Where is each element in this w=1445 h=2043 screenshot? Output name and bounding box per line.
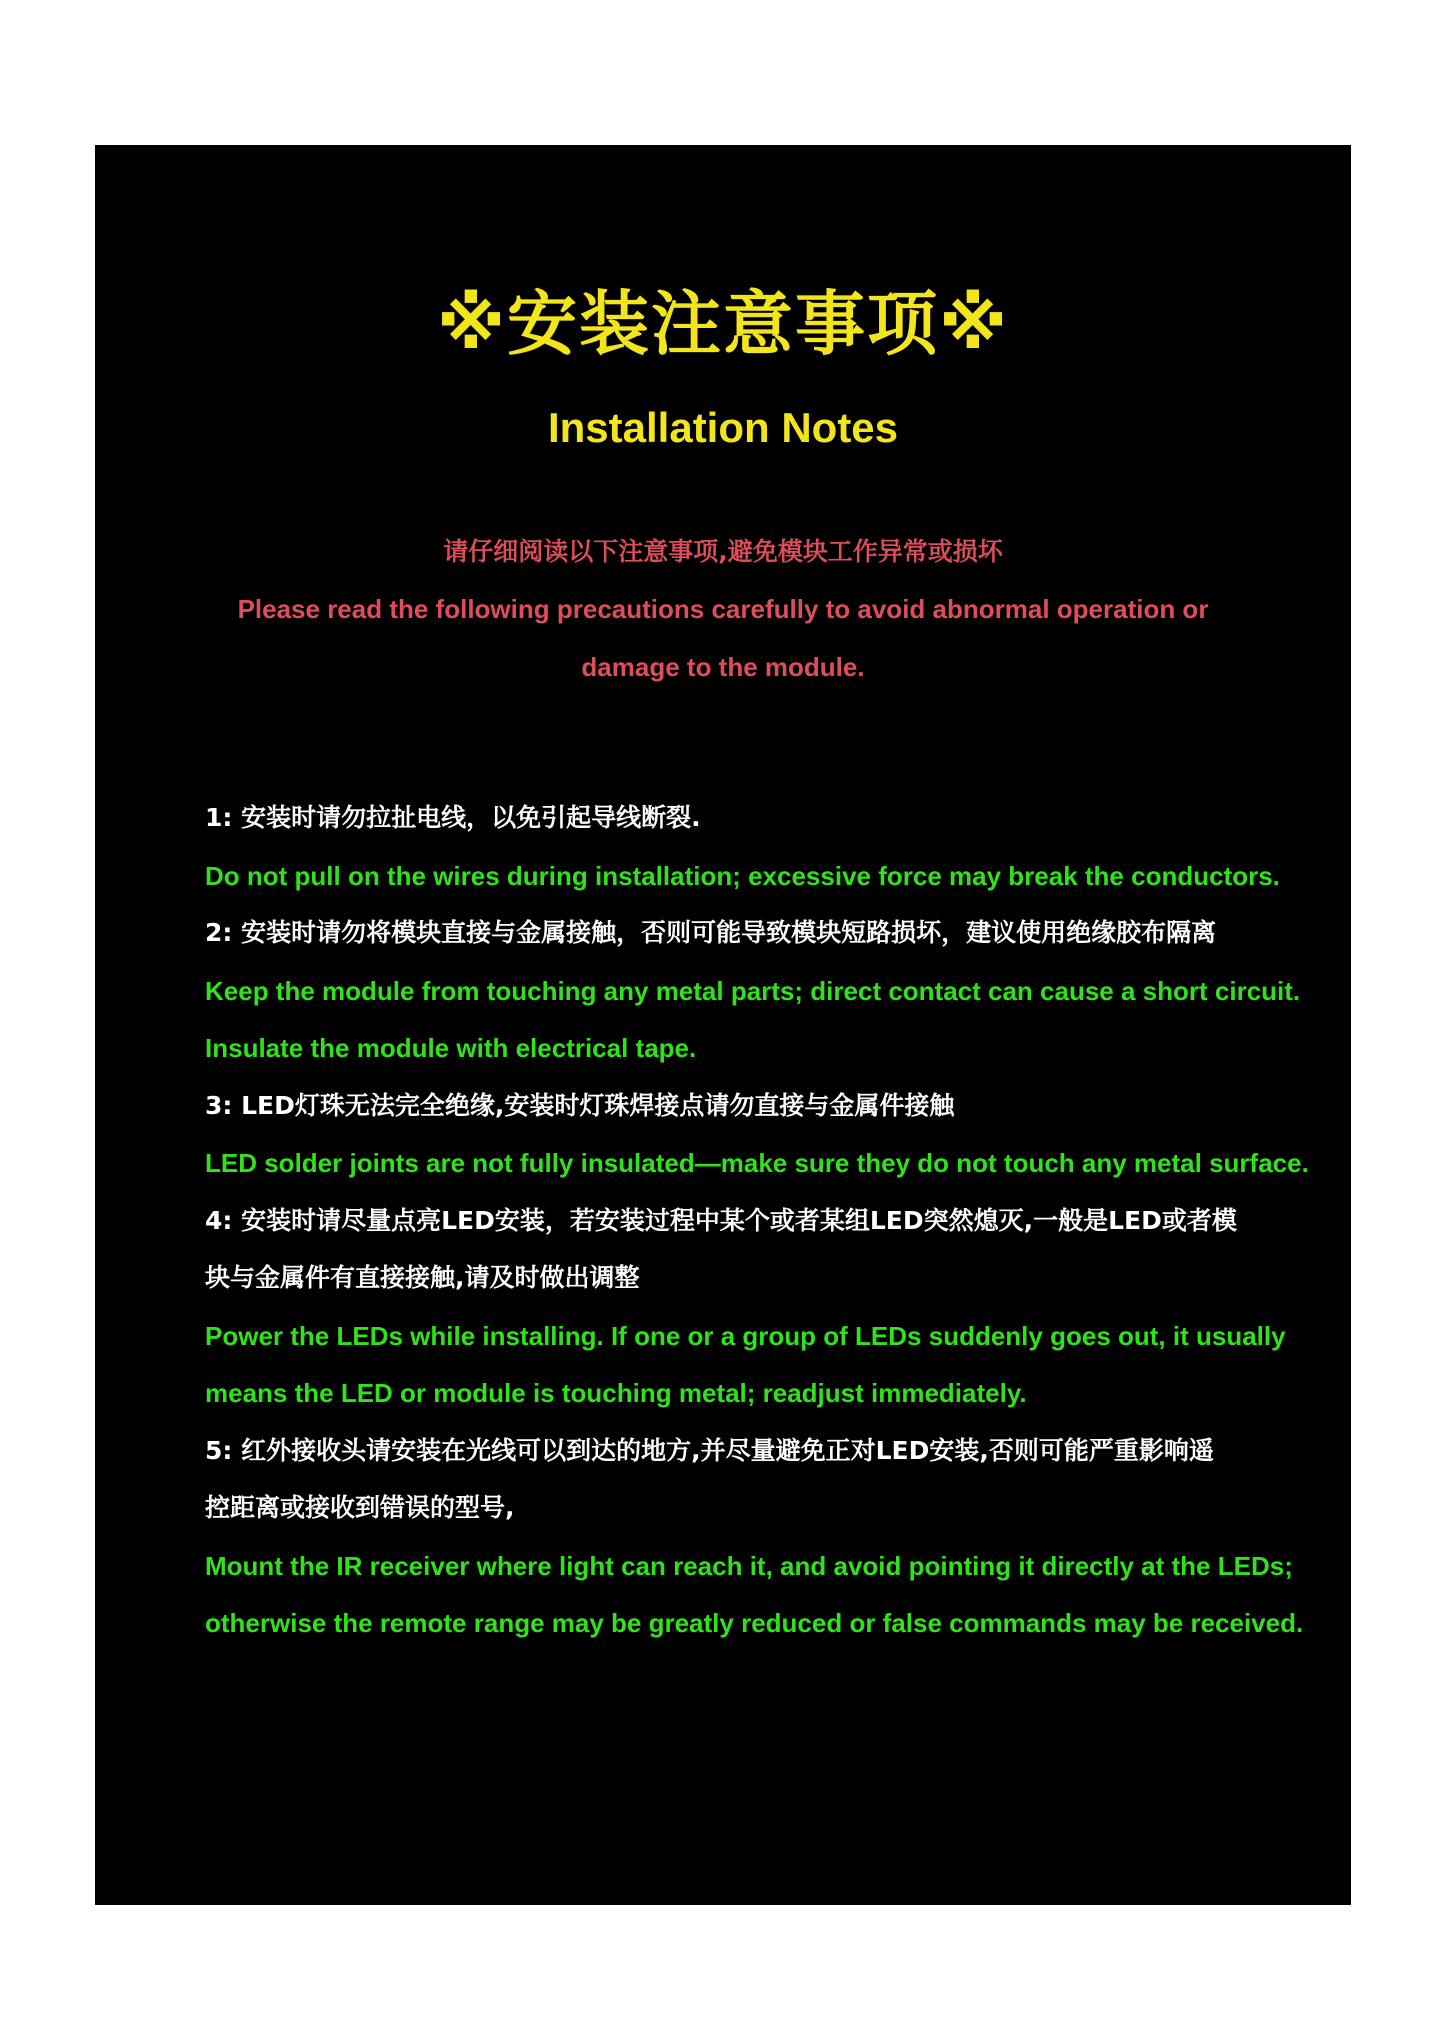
note-4-english-line-1: Power the LEDs while installing. If one or a group of LEDs suddenly goes out, it usually (205, 1321, 1286, 1351)
note-3-english: LED solder joints are not fully insulated—make sure they do not touch any metal surface. (205, 1148, 1309, 1178)
note-5-english-line-1: Mount the IR receiver where light can reach it, and avoid pointing it directly at the LEDs; (205, 1551, 1293, 1581)
note-3-chinese: 3: LED灯珠无法完全绝缘,安装时灯珠焊接点请勿直接与金属件接触 (205, 1091, 955, 1120)
page-title-english: Installation Notes (547, 404, 899, 451)
note-2-english-line-1: Keep the module from touching any metal parts; direct contact can cause a short circuit. (205, 976, 1301, 1006)
note-5-chinese-line-1: 5: 红外接收头请安装在光线可以到达的地方,并尽量避免正对LED安装,否则可能严重影响遥 (205, 1436, 1214, 1465)
note-5-english-line-2: otherwise the remote range may be greatly reduced or false commands may be received. (205, 1608, 1304, 1638)
intro-english-line-1: Please read the following precautions carefully to avoid abnormal operation or (237, 594, 1209, 624)
note-2-chinese: 2: 安装时请勿将模块直接与金属接触，否则可能导致模块短路损坏，建议使用绝缘胶布隔离 (205, 918, 1217, 947)
intro-english-line-2: damage to the module. (581, 652, 865, 682)
note-2-english-line-2: Insulate the module with electrical tape. (205, 1033, 697, 1063)
note-4-chinese-line-1: 4: 安装时请尽量点亮LED安装，若安装过程中某个或者某组LED突然熄灭,一般是LED或者模 (205, 1206, 1237, 1235)
intro-chinese: 请仔细阅读以下注意事项,避免模块工作异常或损坏 (443, 537, 1003, 566)
note-5-chinese-line-2: 控距离或接收到错误的型号, (205, 1493, 515, 1522)
note-4-english-line-2: means the LED or module is touching metal; readjust immediately. (205, 1378, 1027, 1408)
note-4-chinese-line-2: 块与金属件有直接接触,请及时做出调整 (205, 1263, 640, 1292)
notes-panel (95, 145, 1351, 1905)
note-1-english: Do not pull on the wires during installation; excessive force may break the conductors. (205, 861, 1280, 891)
page-title-chinese: ※安装注意事项※ (436, 283, 1010, 365)
note-1-chinese: 1: 安装时请勿拉扯电线，以免引起导线断裂. (205, 803, 701, 832)
